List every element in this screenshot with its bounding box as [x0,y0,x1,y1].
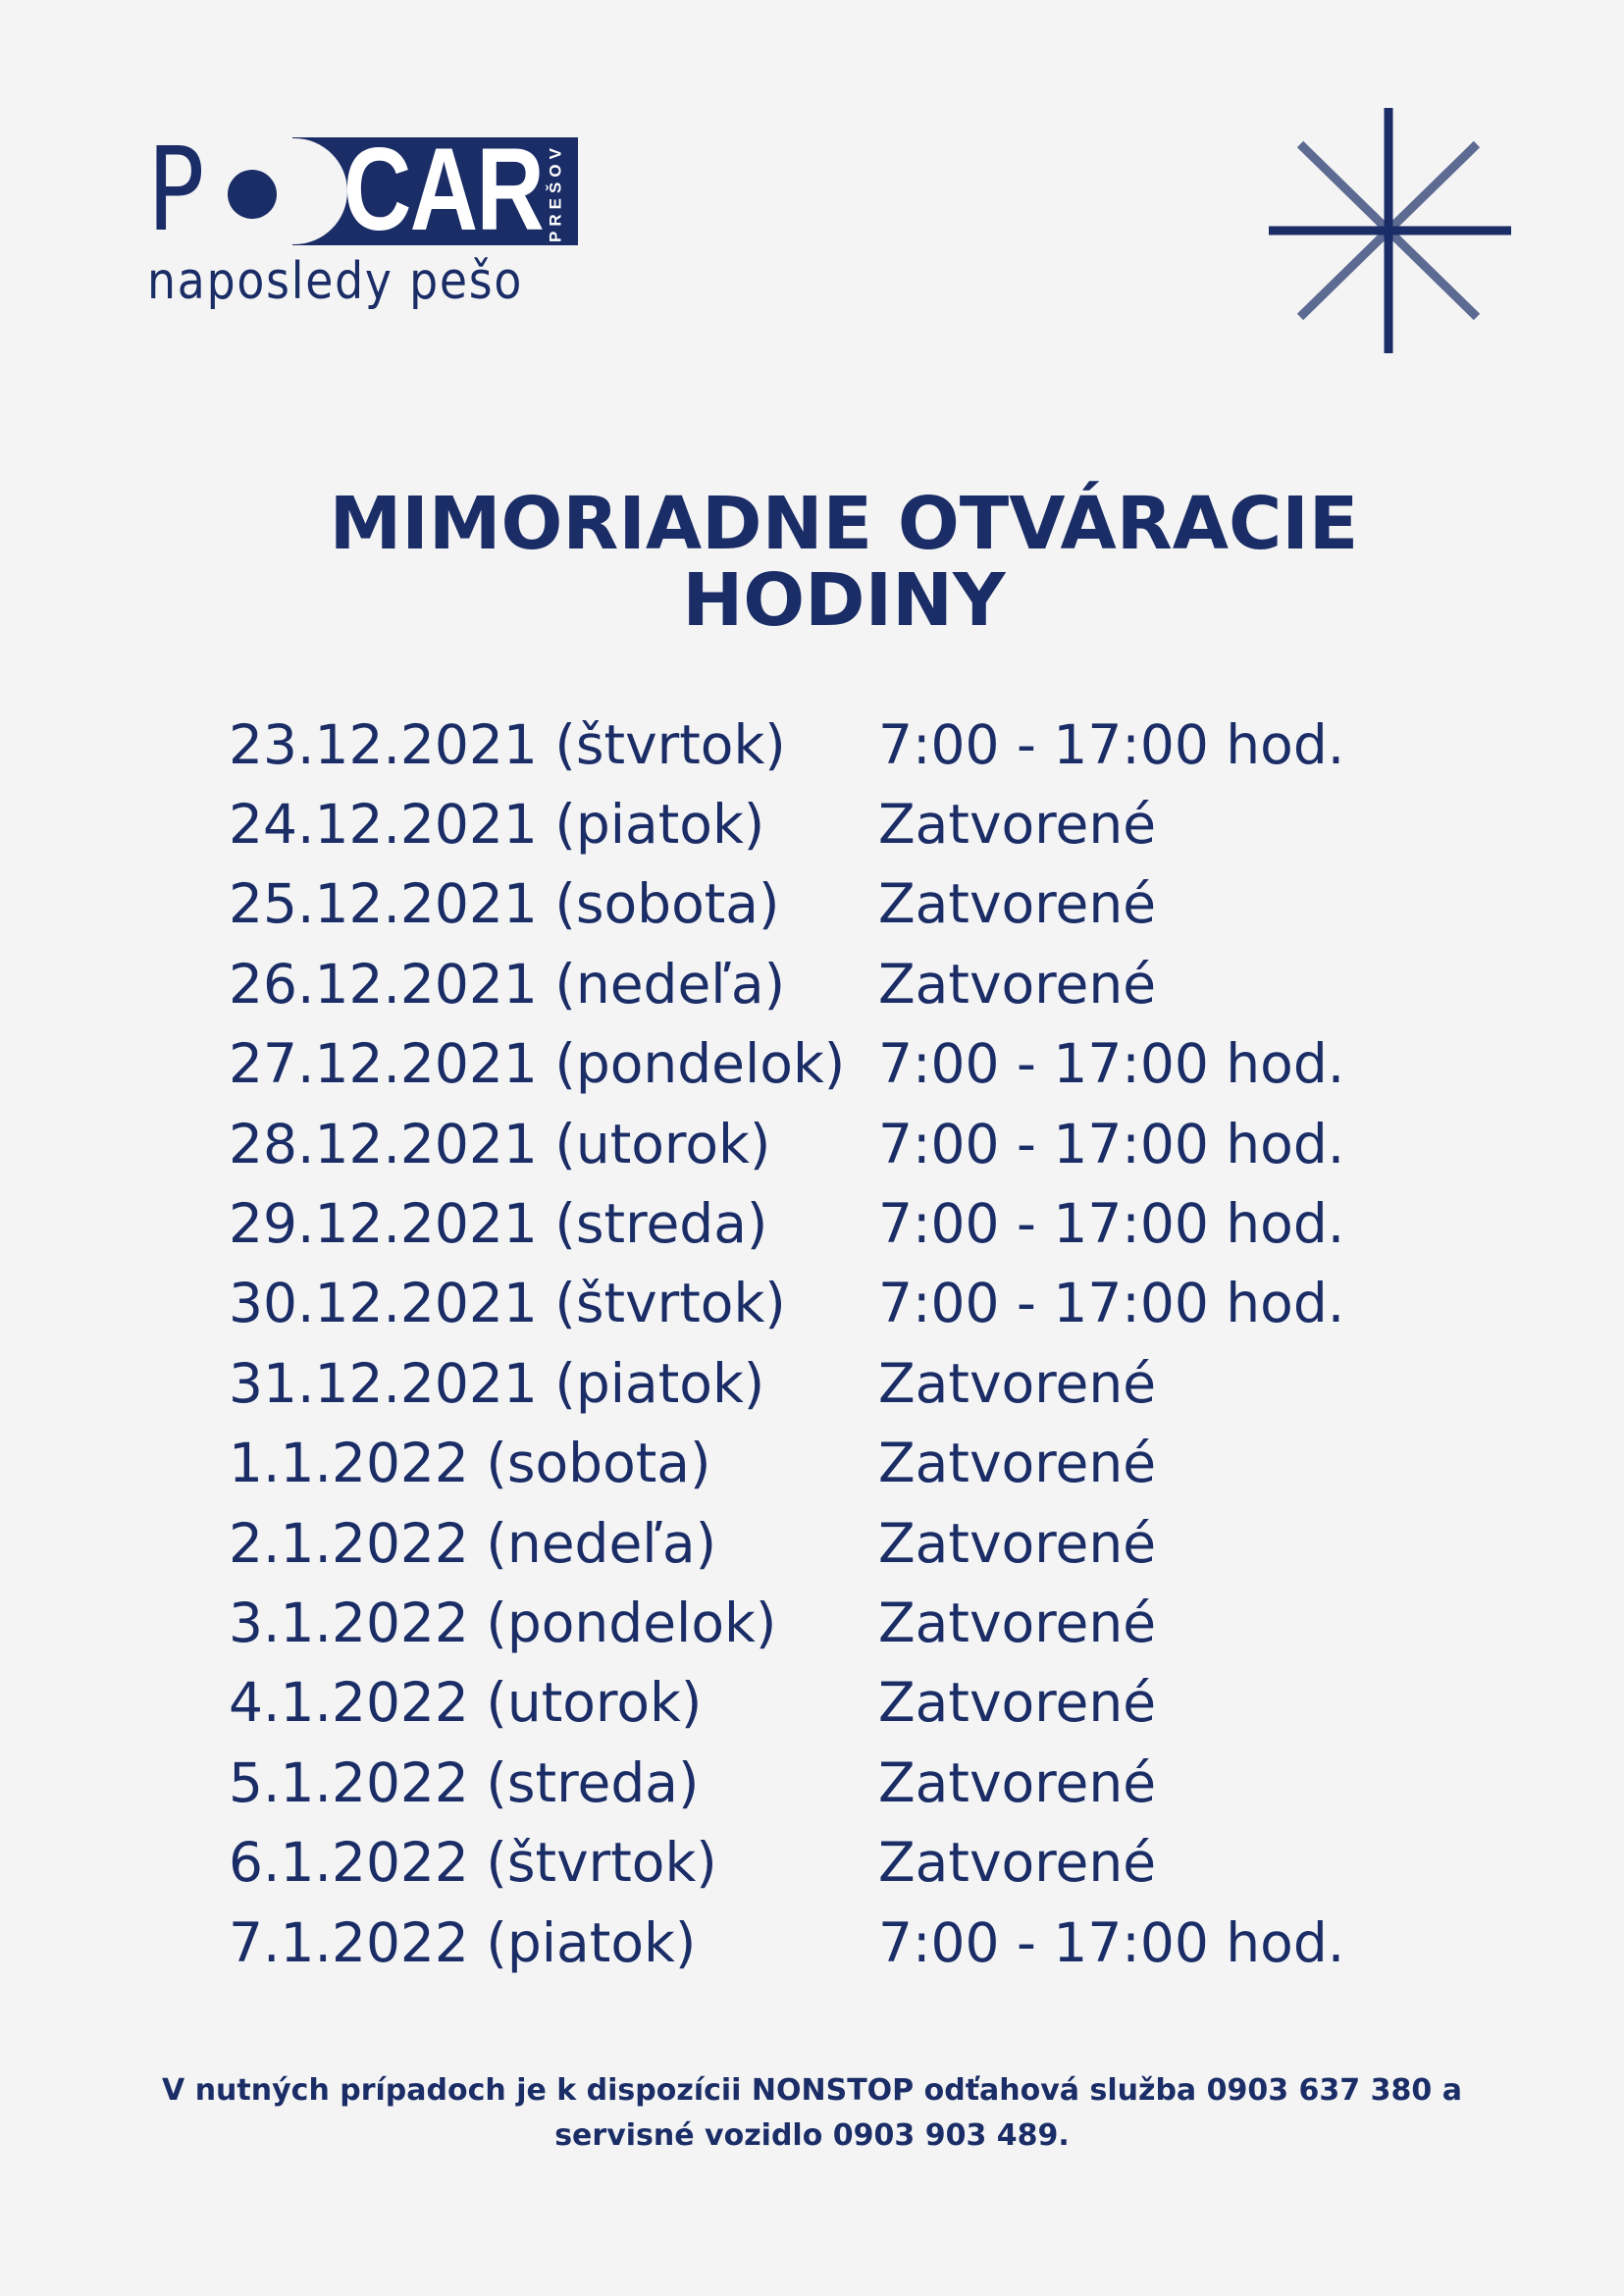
schedule-row [229,1503,1406,1583]
sparkle-star-icon [1266,108,1511,353]
schedule-row [229,1104,1406,1183]
schedule-row [229,1822,1406,1902]
schedule-row [229,1343,1406,1423]
logo-notch [292,138,347,244]
pocar-logo [147,122,589,324]
schedule-date: 23.12.2021 (štvrtok) [229,712,786,776]
schedule-date: 26.12.2021 (nedeľa) [229,952,786,1016]
schedule-hours: Zatvorené [878,1351,1157,1415]
schedule-date: 4.1.2022 (utorok) [229,1671,703,1735]
schedule-hours: 7:00 - 17:00 hod. [878,712,1345,776]
schedule-row [229,1183,1406,1263]
schedule-hours: Zatvorené [878,952,1157,1016]
schedule-row [229,1583,1406,1662]
schedule-date: 6.1.2022 (štvrtok) [229,1831,717,1895]
schedule-hours: Zatvorené [878,872,1157,936]
schedule-date: 2.1.2022 (nedeľa) [229,1511,717,1575]
schedule-date: 24.12.2021 (piatok) [229,793,765,857]
schedule-hours: Zatvorené [878,1750,1157,1814]
schedule-row [229,944,1406,1023]
schedule-row [229,1024,1406,1104]
footer-line-2: servisné vozidlo 0903 903 489. [554,2118,1070,2153]
logo-dot [228,170,277,219]
schedule-date: 28.12.2021 (utorok) [229,1112,771,1175]
schedule-hours: 7:00 - 17:00 hod. [878,1910,1345,1974]
schedule-date: 5.1.2022 (streda) [229,1750,700,1814]
schedule-date: 27.12.2021 (pondelok) [229,1032,846,1096]
schedule-date: 1.1.2022 (sobota) [229,1432,711,1495]
schedule-row [229,864,1406,944]
logo-city: PREŠOV [546,143,565,242]
schedule-date: 31.12.2021 (piatok) [229,1351,765,1415]
schedule-hours: Zatvorené [878,1831,1157,1895]
logo-letter-p: P [147,122,205,257]
page-title [0,482,1624,643]
schedule-date: 30.12.2021 (štvrtok) [229,1272,786,1335]
schedule-date: 25.12.2021 (sobota) [229,872,780,936]
opening-hours-list [229,704,1406,1982]
logo-box [292,137,578,245]
schedule-date: 7.1.2022 (piatok) [229,1910,697,1974]
schedule-hours: Zatvorené [878,793,1157,857]
schedule-row [229,1903,1406,1982]
schedule-row [229,704,1406,784]
schedule-row [229,1743,1406,1822]
logo-mark [147,122,579,257]
schedule-row [229,1264,1406,1343]
schedule-hours: Zatvorené [878,1591,1157,1654]
footer-note [0,2068,1624,2159]
schedule-hours: 7:00 - 17:00 hod. [878,1272,1345,1335]
logo-tagline: naposledy pešo [147,252,524,311]
schedule-date: 3.1.2022 (pondelok) [229,1591,777,1654]
schedule-hours: Zatvorené [878,1671,1157,1735]
schedule-hours: 7:00 - 17:00 hod. [878,1032,1345,1096]
schedule-row [229,1663,1406,1743]
schedule-hours: 7:00 - 17:00 hod. [878,1192,1345,1256]
schedule-date: 29.12.2021 (streda) [229,1192,768,1256]
title-line-1: MIMORIADNE OTVÁRACIE [329,482,1359,566]
title-line-2: HODINY [682,558,1006,643]
schedule-row [229,784,1406,863]
schedule-hours: 7:00 - 17:00 hod. [878,1112,1345,1175]
footer-line-1: V nutných prípadoch je k dispozícii NONSTOP odťahová služba 0903 637 380 a [162,2073,1462,2108]
schedule-hours: Zatvorené [878,1432,1157,1495]
schedule-hours: Zatvorené [878,1511,1157,1575]
schedule-row [229,1424,1406,1503]
logo-letters-car: CAR [343,137,544,245]
